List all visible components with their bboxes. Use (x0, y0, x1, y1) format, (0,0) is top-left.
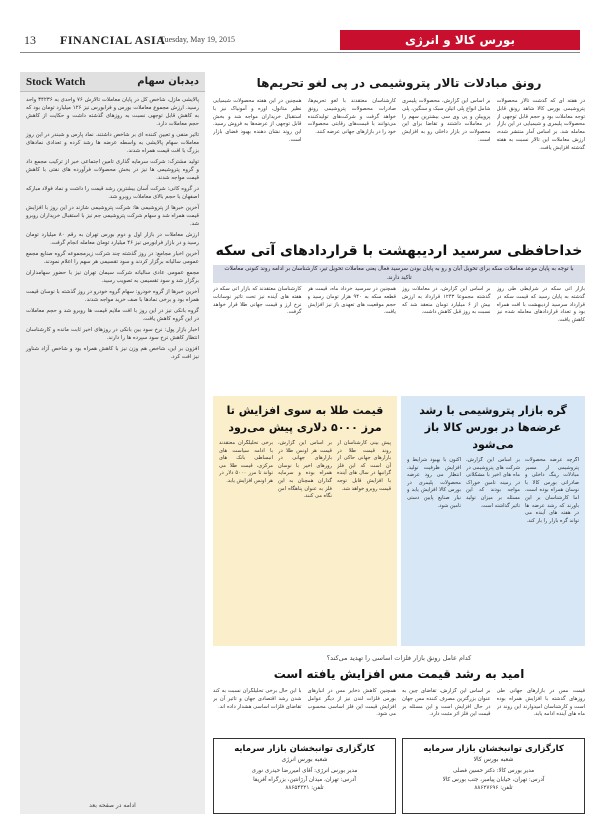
article-5-column: قیمت مس در بازارهای جهانی طی روزهای گذشته با افزایش همراه بوده است و کارشناسان امیدوارند این روند در ماه های آینده ادامه یابد. (496, 688, 585, 718)
stock-watch-paragraph: مجمع عمومی عادی سالیانه شرکت سیمان تهران نیز با حضور سهامداران برگزار شد و سود تقسیمی به تصویب رسید. (26, 270, 199, 284)
article-3-column: بر اساس این گزارش، شرکت های پتروشیمی در ماه های اخیر با مشکلاتی در زمینه تامین خوراک مواجه بودند که این مسئله بر میزان تولید تاثیر گذاشته است. (466, 457, 520, 509)
stock-watch-paragraph: آخرین اخبار مجامع: در روز گذشته چند شرکت زیرمجموعه گروه صنایع مجمع عمومی سالیانه برگزار کردند و سود تقسیمی هر سهم را اعلام نمودند. (26, 251, 199, 265)
stock-watch-title-fa: دیدبان سهام (137, 76, 199, 87)
article-2-column: بازار آتی سکه در شرایطی طی روز گذشته به پایان رسید که قیمت سکه در قرارداد سرسید اردیبهشت با افت همراه بود و تعداد قراردادهای معامله شده نیز کاهش یافت. (496, 286, 585, 324)
article-5-kicker: کدام عامل رونق بازار فلزات اساسی را تهدید می‌کند؟ (326, 654, 472, 662)
ad-line: آدرس: تهران، میدان آرژانتین، بزرگراه آفریقا (253, 776, 356, 783)
stock-watch-column (20, 72, 205, 814)
article-1-column: کارشناسان معتقدند با لغو تحریم‌ها، صادرات محصولات پتروشیمی رونق خواهد گرفت و شرکت‌های تولیدکننده می‌توانند با قیمت‌های رقابتی محصولات خود را در بازارهای جهانی عرضه کنند. (307, 98, 396, 136)
article-3-column: اگرچه عرضه محصولات پتروشیمی از مسیر مبادلات رینگ داخلی و صادراتی بورس کالا با نوسان همراه بوده است، اما کارشناسان بر این باورند که رشد عرضه ها در هفته های آینده می تواند گره بازار را باز کند. (525, 457, 579, 524)
ad-line: تلفن: ۸۸۶۵۴۳۲۱ (285, 785, 324, 791)
ad-subtitle: شعبه بورس انرژی (281, 756, 328, 763)
page-number: 13 (24, 33, 36, 47)
article-2-column: بر اساس این گزارش، در معاملات روز گذشته مجموعا ۱۲۴۳ قرارداد به ارزش بیش از ۶ میلیارد تومان منعقد شد که نسبت به روز قبل کاهش داشت. (402, 286, 491, 316)
stock-watch-paragraph: تولید مشترک: شرکت سرمایه گذاری تامین اجتماعی خبر از ترکیب مجمع داد و گروه پتروشیمی ها نیز در بخش محصولات فرآورده های نفتی با کاهش قیمت مواجه شدند. (26, 159, 199, 181)
article-5-column: بر اساس این گزارش، تقاضای چین به عنوان بزرگترین مصرف کننده مس جهان در حال افزایش است و این مسئله بر قیمت این فلز اثر مثبت دارد. (402, 688, 491, 718)
advertisement-row (213, 738, 585, 814)
stock-watch-paragraph: ارزش معاملات در بازار اول و دوم بورس تهران به رقم ۸۰ میلیارد تومان رسید و در بازار فرابورس نیز ۴۶ میلیارد تومان معامله انجام گرفت. (26, 232, 199, 246)
stock-watch-paragraph: تاثیر منفی و تعیین کننده ای بر شاخص داشتند. نماد پارس و شبندر در این روز معاملات سهام پالایشی به واسطه عرضه ها رشد کرده و تعدادی نمادهای بزرگ با افت قیمت همراه شدند. (26, 132, 199, 154)
ad-title: کارگزاری توانبخشان بازار سرمایه (423, 744, 564, 754)
article-4-box (213, 396, 397, 646)
article-5-column: با این حال برخی تحلیلگران نسبت به کند شدن رشد اقتصادی جهان و تاثیر آن بر تقاضای فلزات اساسی هشدار داده اند. (213, 688, 302, 710)
stock-watch-paragraph: پالایشی مازل، شاخص کل در پایان معاملات تالارش ۷۶ واحدی به ۳۴۲۳۶ واحد رسید. ارزش مجموع معاملات بورس و فرابورس نیز ۱۲۶ میلیارد تومان بود که به کاهش قابل توجهی نسبت به روزهای گذشته داشت و حکایت از کاهش حجم معاملات دارد. (26, 97, 199, 127)
stock-watch-body (20, 92, 205, 792)
section-title: بورس کالا و انرژی (340, 30, 580, 50)
stock-watch-paragraph: اخبار بازار پول: نرخ سود بین بانکی در روزهای اخیر ثابت مانده و کارشناسان انتظار کاهش نرخ سود سپرده ها را دارند. (26, 327, 199, 341)
article-3-headline: گره بازار پتروشیمی با رشد عرضه‌ها در بورس کالا باز می‌شود (419, 404, 567, 451)
article-1-column: در هفته ای که گذشت تالار محصولات پتروشیمی بورس کالا شاهد رونق قابل توجه معاملات بود و حجم قابل توجهی از محصولات پلیمری و شیمیایی در این بازار معامله شد. بر اساس آمار منتشر شده، ارزش معاملات این تالار نسبت به هفته گذشته افزایش یافت. (496, 98, 585, 151)
article-2-column: کارشناسان معتقدند که بازار آتی سکه در هفته های آینده نیز تحت تاثیر نوسانات نرخ ارز و قیمت جهانی طلا قرار خواهد گرفت. (213, 286, 302, 316)
ad-line: تلفن: ۸۸۶۲۷۶۹۶ (474, 785, 513, 791)
stock-watch-paragraph: افزون بر این، شاخص هم وزن نیز با کاهش همراه بود و شاخص آزاد شناور نیز افت کرد. (26, 346, 199, 360)
ad-subtitle: شعبه بورس کالا (473, 756, 514, 763)
stock-watch-continued: ادامه در صفحه بعد (89, 802, 136, 809)
article-3-column: اکنون با بهبود شرایط و افزایش ظرفیت تولید، انتظار می رود عرضه محصولات پلیمری در بورس کالا افزایش یابد و نیاز صنایع پایین دستی تامین شود. (407, 457, 461, 509)
stock-watch-title-en: Stock Watch (26, 76, 86, 88)
publication-name: FINANCIAL ASIA (60, 33, 166, 47)
article-3-box (401, 396, 585, 646)
article-5-headline: امید به رشد قیمت مس افزایش یافته است (273, 667, 525, 681)
article-4-column: بر اساس این گزارش، قیمت هر اونس طلا در بازارهای جهانی در روزهای اخیر با نوسان همراه بوده و سرمایه گذاران همچنان به این فلز به عنوان پناهگاه امن نگاه می کنند. (278, 440, 332, 500)
ad-title: کارگزاری توانبخشان بازار سرمایه (234, 744, 375, 754)
article-2-body (213, 286, 585, 396)
advertisement-energy (213, 738, 396, 814)
stock-watch-header (20, 72, 205, 92)
article-1-column: همچنین در این هفته محصولات شیمیایی نظیر متانول، اوره و آمونیاک نیز با استقبال خریداران مواجه شد و بخش قابل توجهی از عرضه‌ها به فروش رسید. این روند نشان دهنده بهبود فضای بازار است. (213, 98, 302, 143)
article-2-headline: خداحافظی سرسید اردیبهشت با قراردادهای آتی سکه (215, 243, 583, 259)
article-4-headline: قیمت طلا به سوی افزایش تا مرز ۵۰۰۰ دلاری پیش می‌رود (226, 404, 384, 434)
article-5-body (213, 688, 585, 734)
article-4-column: پیش بینی کارشناسان از روند قیمت طلا در بازارهای جهانی حاکی از آن است که این فلز گرانبها در سال های آینده با افزایش قابل توجه قیمت روبرو خواهد شد. (337, 440, 391, 492)
main-content (213, 72, 585, 814)
article-5-column: همچنین کاهش ذخایر مس در انبارهای بورس فلزات لندن نیز از دیگر عوامل افزایش قیمت این فلز اساسی محسوب می شود. (307, 688, 396, 718)
page-header (0, 0, 600, 47)
article-4-column: برخی تحلیلگران معتقدند با ادامه سیاست های انبساطی بانک های مرکزی، قیمت طلا می تواند تا مرز ۵۰۰۰ دلار در هر اونس افزایش یابد. (219, 440, 273, 484)
stock-watch-paragraph: در گروه کانی: شرکت آسان بیشترین رشد قیمت را داشت و نماد فولاد مبارکه اصفهان با حجم بالای معاملات روبرو شد. (26, 186, 199, 200)
ad-line: آدرس: تهران، خیابان پیامبر، جنب بورس کالا (442, 776, 545, 783)
ad-line: مدیر بورس کالا: دکتر حسین فصلی (452, 768, 535, 774)
ad-line: مدیر بورس انرژی: آقای امیررضا حیدری نوری (251, 768, 358, 774)
stock-watch-paragraph: آخرین خبرها از پتروشیمی ها: شرکت پتروشیمی شازند در این روز با افزایش قیمت همراه شد و سهام شرکت پتروشیمی جم نیز با استقبال خریداران روبرو شد. (26, 205, 199, 227)
stock-watch-paragraph: آخرین خبرها از گروه خودرو: سهام گروه خودرو در روز گذشته با نوسان قیمت همراه بود و برخی نمادها با صف خرید مواجه شدند. (26, 289, 199, 303)
article-3-body (401, 457, 585, 646)
article-4-body (213, 440, 397, 630)
article-2-lede: با توجه به پایان موعد معاملات سکه برای تحویل آبان و رو به پایان بودن سرسید فعال یعنی معاملات تحویل تیر، کارشناسان بر ادامه روند کنونی معاملات تاکید دارند. (213, 265, 585, 283)
advertisement-commodity (402, 738, 585, 814)
article-2-column: همچنین در سرسید خرداد ماه، قیمت هر قطعه سکه به ۹۴۰ هزار تومان رسید و حجم موقعیت های تعهدی باز نیز افزایش یافت. (307, 286, 396, 316)
article-1-headline: رونق مبادلات تالار پتروشیمی در پی لغو تحریم‌ها (256, 76, 542, 90)
stock-watch-paragraph: گروه بانکی نیز در این روز با افت ملایم قیمت ها روبرو شد و حجم معاملات در این گروه کاهش یافت. (26, 308, 199, 322)
article-1-body (213, 98, 585, 233)
article-1-column: بر اساس این گزارش، محصولات پلیمری شامل انواع پلی اتیلن سبک و سنگین، پلی پروپیلن و پی وی سی بیشترین سهم را در معاملات داشتند و تقاضا برای این محصولات در بازار داخلی رو به افزایش است. (402, 98, 491, 143)
publication-date: Tuesday, May 19, 2015 (160, 35, 235, 44)
header-divider (20, 52, 580, 53)
